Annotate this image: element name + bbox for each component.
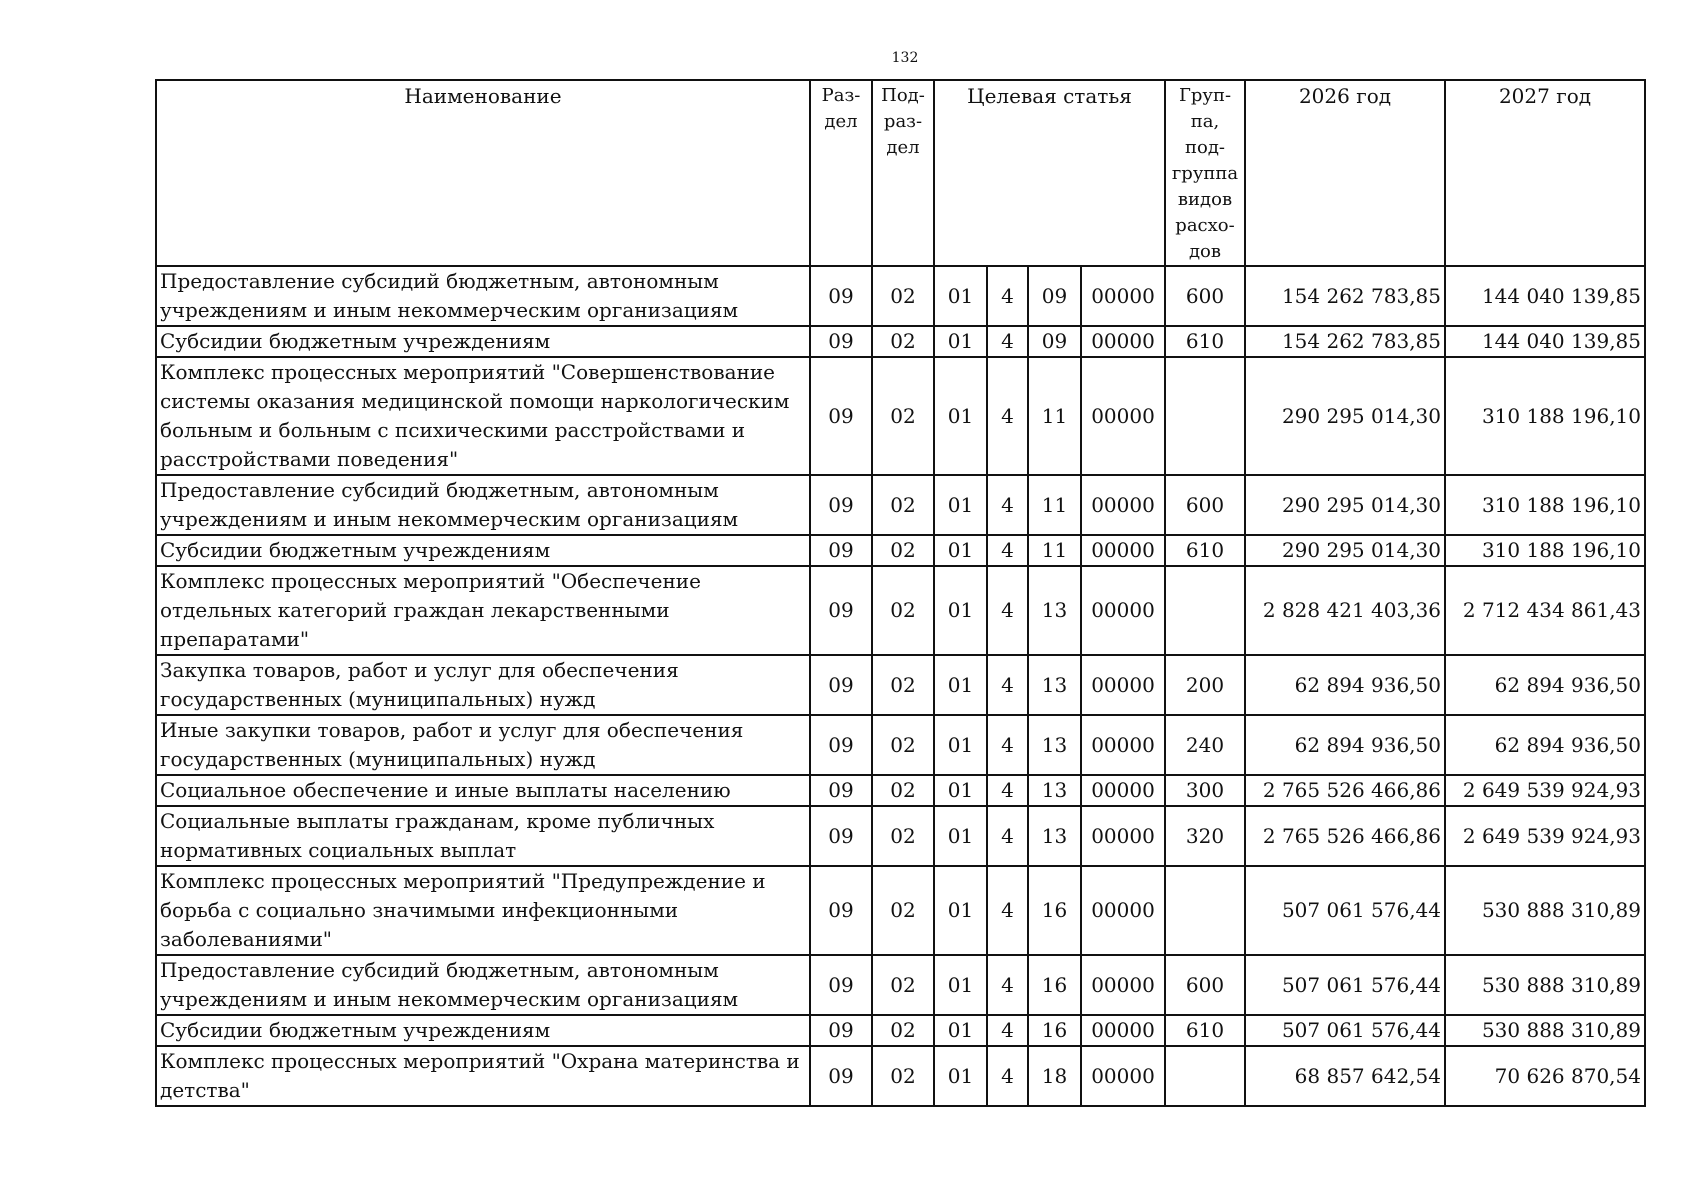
row-target-program: 01 bbox=[934, 475, 987, 535]
row-podrazdel: 02 bbox=[872, 1046, 934, 1106]
row-target-direction: 00000 bbox=[1081, 1046, 1165, 1106]
row-target-program: 01 bbox=[934, 566, 987, 655]
row-amount-2027: 530 888 310,89 bbox=[1445, 866, 1645, 955]
table-row bbox=[156, 775, 1645, 806]
row-podrazdel: 02 bbox=[872, 715, 934, 775]
row-podrazdel: 02 bbox=[872, 266, 934, 326]
row-amount-2026: 507 061 576,44 bbox=[1245, 955, 1445, 1015]
row-expense-group: 610 bbox=[1165, 326, 1245, 357]
header-name: Наименование bbox=[156, 80, 810, 266]
row-razdel: 09 bbox=[810, 475, 872, 535]
row-name: Закупка товаров, работ и услуг для обеспечения государственных (муниципальных) нужд bbox=[156, 655, 810, 715]
row-expense-group: 610 bbox=[1165, 1015, 1245, 1046]
row-target-program: 01 bbox=[934, 357, 987, 475]
row-target-program: 01 bbox=[934, 266, 987, 326]
row-target-type: 4 bbox=[987, 775, 1028, 806]
row-target-program: 01 bbox=[934, 866, 987, 955]
table-row bbox=[156, 1046, 1645, 1106]
row-amount-2027: 530 888 310,89 bbox=[1445, 1015, 1645, 1046]
row-amount-2026: 507 061 576,44 bbox=[1245, 866, 1445, 955]
table-row bbox=[156, 806, 1645, 866]
row-podrazdel: 02 bbox=[872, 775, 934, 806]
row-amount-2026: 2 765 526 466,86 bbox=[1245, 806, 1445, 866]
row-expense-group: 600 bbox=[1165, 266, 1245, 326]
row-target-measure: 09 bbox=[1028, 326, 1081, 357]
row-target-program: 01 bbox=[934, 775, 987, 806]
row-target-type: 4 bbox=[987, 715, 1028, 775]
row-amount-2027: 144 040 139,85 bbox=[1445, 266, 1645, 326]
row-target-type: 4 bbox=[987, 866, 1028, 955]
row-razdel: 09 bbox=[810, 1015, 872, 1046]
row-name: Комплекс процессных мероприятий "Совершенствование системы оказания медицинской помощи наркологическим больным и больным с психическими расстройствами и расстройствами поведения" bbox=[156, 357, 810, 475]
row-name: Комплекс процессных мероприятий "Охрана материнства и детства" bbox=[156, 1046, 810, 1106]
row-target-measure: 16 bbox=[1028, 955, 1081, 1015]
row-target-type: 4 bbox=[987, 357, 1028, 475]
row-razdel: 09 bbox=[810, 806, 872, 866]
row-razdel: 09 bbox=[810, 655, 872, 715]
row-target-direction: 00000 bbox=[1081, 866, 1165, 955]
row-target-measure: 09 bbox=[1028, 266, 1081, 326]
row-razdel: 09 bbox=[810, 715, 872, 775]
row-name: Иные закупки товаров, работ и услуг для обеспечения государственных (муниципальных) нужд bbox=[156, 715, 810, 775]
row-target-type: 4 bbox=[987, 955, 1028, 1015]
row-target-direction: 00000 bbox=[1081, 475, 1165, 535]
table-row bbox=[156, 566, 1645, 655]
row-podrazdel: 02 bbox=[872, 535, 934, 566]
budget-table bbox=[155, 79, 1646, 1107]
row-target-type: 4 bbox=[987, 806, 1028, 866]
row-amount-2027: 2 649 539 924,93 bbox=[1445, 775, 1645, 806]
row-amount-2026: 2 828 421 403,36 bbox=[1245, 566, 1445, 655]
row-target-program: 01 bbox=[934, 955, 987, 1015]
row-target-type: 4 bbox=[987, 266, 1028, 326]
header-year-2027: 2027 год bbox=[1445, 80, 1645, 266]
row-target-measure: 16 bbox=[1028, 866, 1081, 955]
row-amount-2027: 144 040 139,85 bbox=[1445, 326, 1645, 357]
table-row bbox=[156, 655, 1645, 715]
row-name: Социальное обеспечение и иные выплаты населению bbox=[156, 775, 810, 806]
row-name: Субсидии бюджетным учреждениям bbox=[156, 326, 810, 357]
row-expense-group: 240 bbox=[1165, 715, 1245, 775]
header-expense-group: Груп- па, под- группа видов расхо- дов bbox=[1165, 80, 1245, 266]
row-amount-2026: 507 061 576,44 bbox=[1245, 1015, 1445, 1046]
row-target-program: 01 bbox=[934, 535, 987, 566]
row-amount-2026: 62 894 936,50 bbox=[1245, 655, 1445, 715]
row-target-direction: 00000 bbox=[1081, 715, 1165, 775]
row-target-program: 01 bbox=[934, 715, 987, 775]
table-row bbox=[156, 955, 1645, 1015]
row-target-program: 01 bbox=[934, 326, 987, 357]
row-expense-group bbox=[1165, 357, 1245, 475]
row-target-direction: 00000 bbox=[1081, 326, 1165, 357]
row-target-program: 01 bbox=[934, 655, 987, 715]
row-amount-2027: 2 649 539 924,93 bbox=[1445, 806, 1645, 866]
row-target-direction: 00000 bbox=[1081, 955, 1165, 1015]
row-name: Социальные выплаты гражданам, кроме публичных нормативных социальных выплат bbox=[156, 806, 810, 866]
row-podrazdel: 02 bbox=[872, 566, 934, 655]
row-amount-2027: 70 626 870,54 bbox=[1445, 1046, 1645, 1106]
row-name: Субсидии бюджетным учреждениям bbox=[156, 1015, 810, 1046]
row-name: Комплекс процессных мероприятий "Обеспечение отдельных категорий граждан лекарственными препаратами" bbox=[156, 566, 810, 655]
row-podrazdel: 02 bbox=[872, 475, 934, 535]
table-row bbox=[156, 866, 1645, 955]
row-target-program: 01 bbox=[934, 1015, 987, 1046]
row-name: Предоставление субсидий бюджетным, автономным учреждениям и иным некоммерческим организациям bbox=[156, 266, 810, 326]
row-razdel: 09 bbox=[810, 357, 872, 475]
row-expense-group: 320 bbox=[1165, 806, 1245, 866]
table-row bbox=[156, 326, 1645, 357]
row-amount-2026: 154 262 783,85 bbox=[1245, 326, 1445, 357]
row-podrazdel: 02 bbox=[872, 326, 934, 357]
table-row bbox=[156, 266, 1645, 326]
row-expense-group bbox=[1165, 1046, 1245, 1106]
row-target-direction: 00000 bbox=[1081, 357, 1165, 475]
row-target-type: 4 bbox=[987, 1015, 1028, 1046]
row-podrazdel: 02 bbox=[872, 866, 934, 955]
row-expense-group: 600 bbox=[1165, 475, 1245, 535]
row-razdel: 09 bbox=[810, 566, 872, 655]
row-expense-group bbox=[1165, 866, 1245, 955]
table-row bbox=[156, 357, 1645, 475]
row-amount-2026: 290 295 014,30 bbox=[1245, 475, 1445, 535]
row-podrazdel: 02 bbox=[872, 357, 934, 475]
row-target-measure: 13 bbox=[1028, 806, 1081, 866]
row-target-measure: 18 bbox=[1028, 1046, 1081, 1106]
row-amount-2027: 310 188 196,10 bbox=[1445, 535, 1645, 566]
header-podrazdel: Под- раз- дел bbox=[872, 80, 934, 266]
row-amount-2027: 310 188 196,10 bbox=[1445, 475, 1645, 535]
row-podrazdel: 02 bbox=[872, 1015, 934, 1046]
row-podrazdel: 02 bbox=[872, 655, 934, 715]
row-razdel: 09 bbox=[810, 955, 872, 1015]
row-podrazdel: 02 bbox=[872, 806, 934, 866]
row-target-measure: 13 bbox=[1028, 715, 1081, 775]
row-expense-group: 300 bbox=[1165, 775, 1245, 806]
row-target-measure: 11 bbox=[1028, 357, 1081, 475]
row-target-program: 01 bbox=[934, 806, 987, 866]
header-year-2026: 2026 год bbox=[1245, 80, 1445, 266]
row-target-program: 01 bbox=[934, 1046, 987, 1106]
header-target-article: Целевая статья bbox=[934, 80, 1165, 266]
row-target-type: 4 bbox=[987, 326, 1028, 357]
row-amount-2026: 2 765 526 466,86 bbox=[1245, 775, 1445, 806]
row-amount-2026: 62 894 936,50 bbox=[1245, 715, 1445, 775]
row-target-measure: 16 bbox=[1028, 1015, 1081, 1046]
row-razdel: 09 bbox=[810, 535, 872, 566]
row-target-direction: 00000 bbox=[1081, 566, 1165, 655]
row-razdel: 09 bbox=[810, 326, 872, 357]
row-expense-group bbox=[1165, 566, 1245, 655]
row-name: Комплекс процессных мероприятий "Предупреждение и борьба с социально значимыми инфекционными заболеваниями" bbox=[156, 866, 810, 955]
row-target-type: 4 bbox=[987, 655, 1028, 715]
row-name: Субсидии бюджетным учреждениям bbox=[156, 535, 810, 566]
table-header-row bbox=[156, 80, 1645, 266]
row-target-measure: 11 bbox=[1028, 535, 1081, 566]
row-razdel: 09 bbox=[810, 775, 872, 806]
row-amount-2027: 2 712 434 861,43 bbox=[1445, 566, 1645, 655]
row-podrazdel: 02 bbox=[872, 955, 934, 1015]
row-target-direction: 00000 bbox=[1081, 1015, 1165, 1046]
row-target-measure: 13 bbox=[1028, 566, 1081, 655]
row-target-direction: 00000 bbox=[1081, 775, 1165, 806]
page-number: 132 bbox=[891, 50, 919, 66]
row-amount-2026: 68 857 642,54 bbox=[1245, 1046, 1445, 1106]
row-razdel: 09 bbox=[810, 866, 872, 955]
row-expense-group: 200 bbox=[1165, 655, 1245, 715]
table-row bbox=[156, 475, 1645, 535]
row-target-type: 4 bbox=[987, 475, 1028, 535]
row-target-direction: 00000 bbox=[1081, 266, 1165, 326]
row-target-direction: 00000 bbox=[1081, 655, 1165, 715]
row-target-measure: 13 bbox=[1028, 655, 1081, 715]
row-name: Предоставление субсидий бюджетным, автономным учреждениям и иным некоммерческим организациям bbox=[156, 955, 810, 1015]
table-row bbox=[156, 1015, 1645, 1046]
row-target-direction: 00000 bbox=[1081, 535, 1165, 566]
row-name: Предоставление субсидий бюджетным, автономным учреждениям и иным некоммерческим организациям bbox=[156, 475, 810, 535]
row-target-measure: 13 bbox=[1028, 775, 1081, 806]
table-row bbox=[156, 535, 1645, 566]
row-target-direction: 00000 bbox=[1081, 806, 1165, 866]
row-amount-2026: 290 295 014,30 bbox=[1245, 535, 1445, 566]
row-target-type: 4 bbox=[987, 1046, 1028, 1106]
row-expense-group: 610 bbox=[1165, 535, 1245, 566]
row-expense-group: 600 bbox=[1165, 955, 1245, 1015]
row-target-type: 4 bbox=[987, 566, 1028, 655]
row-razdel: 09 bbox=[810, 1046, 872, 1106]
row-amount-2027: 62 894 936,50 bbox=[1445, 715, 1645, 775]
row-razdel: 09 bbox=[810, 266, 872, 326]
row-amount-2027: 62 894 936,50 bbox=[1445, 655, 1645, 715]
row-amount-2027: 310 188 196,10 bbox=[1445, 357, 1645, 475]
row-target-measure: 11 bbox=[1028, 475, 1081, 535]
row-target-type: 4 bbox=[987, 535, 1028, 566]
table-body bbox=[156, 266, 1645, 1106]
row-amount-2026: 154 262 783,85 bbox=[1245, 266, 1445, 326]
table-row bbox=[156, 715, 1645, 775]
header-razdel: Раз- дел bbox=[810, 80, 872, 266]
row-amount-2027: 530 888 310,89 bbox=[1445, 955, 1645, 1015]
row-amount-2026: 290 295 014,30 bbox=[1245, 357, 1445, 475]
